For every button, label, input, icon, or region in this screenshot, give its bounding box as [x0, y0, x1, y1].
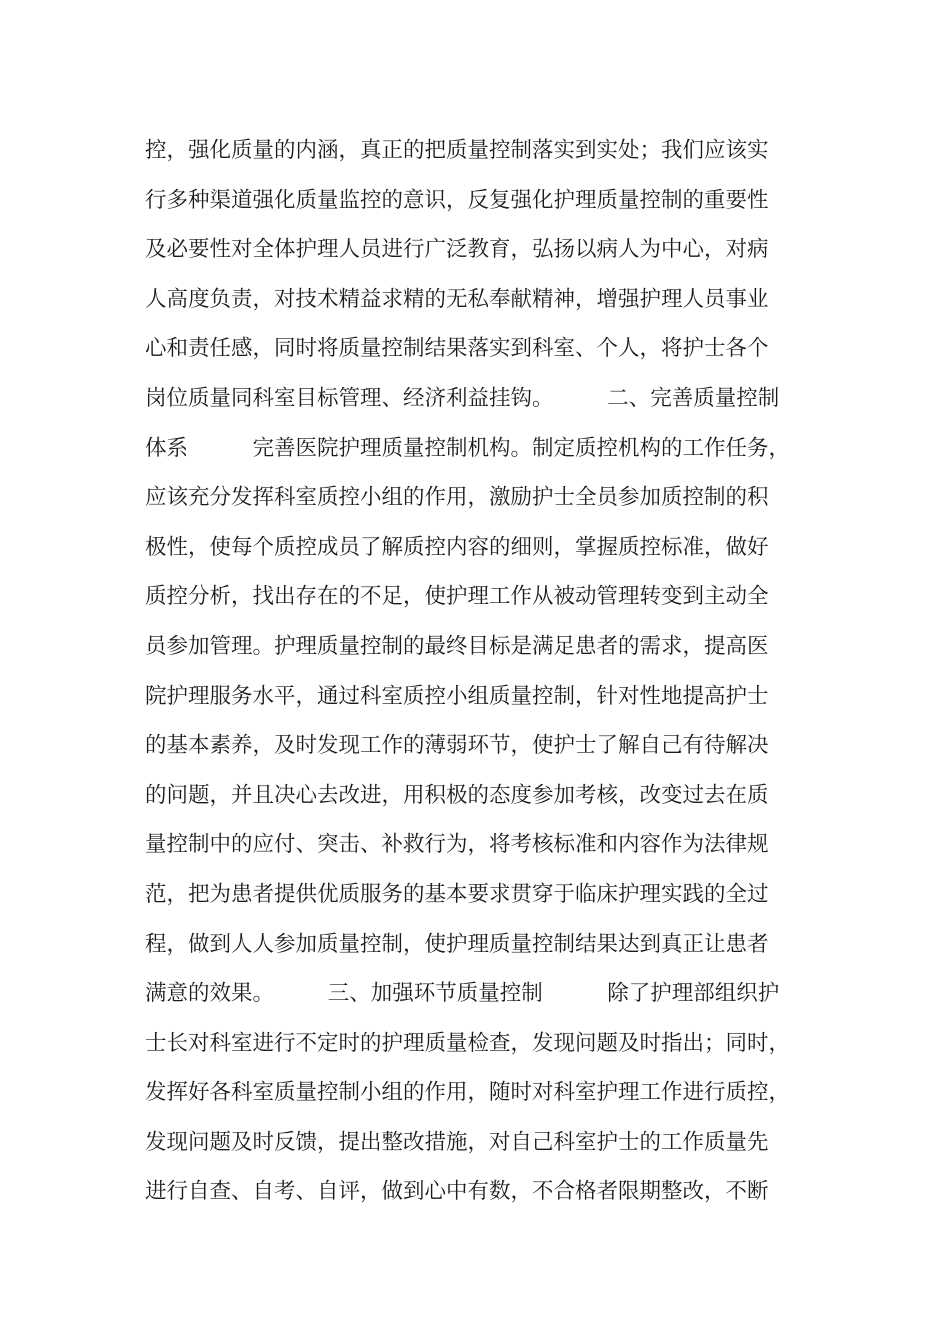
text-line: 范，把为患者提供优质服务的基本要求贯穿于临床护理实践的全过	[145, 881, 769, 907]
text-line: 岗位质量同科室目标管理、经济利益挂钩。 二、完善质量控制	[145, 385, 780, 411]
text-line: 院护理服务水平，通过科室质控小组质量控制，针对性地提高护士	[145, 683, 769, 709]
text-line: 应该充分发挥科室质控小组的作用，激励护士全员参加质控制的积	[145, 485, 769, 511]
text-line: 量控制中的应付、突击、补救行为，将考核标准和内容作为法律规	[145, 832, 769, 858]
text-line: 的问题，并且决心去改进，用积极的态度参加考核，改变过去在质	[145, 782, 769, 808]
text-line: 行多种渠道强化质量监控的意识，反复强化护理质量控制的重要性	[145, 187, 769, 213]
text-line: 及必要性对全体护理人员进行广泛教育，弘扬以病人为中心，对病	[145, 237, 769, 263]
text-line: 质控分析，找出存在的不足，使护理工作从被动管理转变到主动全	[145, 584, 769, 610]
text-line: 程，做到人人参加质量控制，使护理质量控制结果达到真正让患者	[145, 931, 769, 957]
text-line: 进行自查、自考、自评，做到心中有数，不合格者限期整改，不断	[145, 1179, 769, 1205]
text-line: 的基本素养，及时发现工作的薄弱环节，使护士了解自己有待解决	[145, 733, 769, 759]
body-text	[145, 126, 825, 1217]
text-line: 控，强化质量的内涵，真正的把质量控制落实到实处；我们应该实	[145, 138, 769, 163]
text-line: 心和责任感，同时将质量控制结果落实到科室、个人，将护士各个	[145, 336, 769, 362]
text-line: 员参加管理。护理质量控制的最终目标是满足患者的需求，提高医	[145, 633, 769, 659]
text-line: 极性，使每个质控成员了解质控内容的细则，掌握质控标准，做好	[145, 534, 769, 560]
text-line: 发现问题及时反馈，提出整改措施，对自己科室护士的工作质量先	[145, 1129, 769, 1155]
text-line: 士长对科室进行不定时的护理质量检查，发现问题及时指出；同时，	[145, 1030, 791, 1056]
text-line: 发挥好各科室质量控制小组的作用，随时对科室护理工作进行质控，	[145, 1080, 791, 1106]
text-line: 人高度负责，对技术精益求精的无私奉献精神，增强护理人员事业	[145, 286, 769, 312]
text-line: 体系 完善医院护理质量控制机构。制定质控机构的工作任务，	[145, 435, 791, 461]
text-line: 满意的效果。 三、加强环节质量控制 除了护理部组织护	[145, 981, 780, 1007]
